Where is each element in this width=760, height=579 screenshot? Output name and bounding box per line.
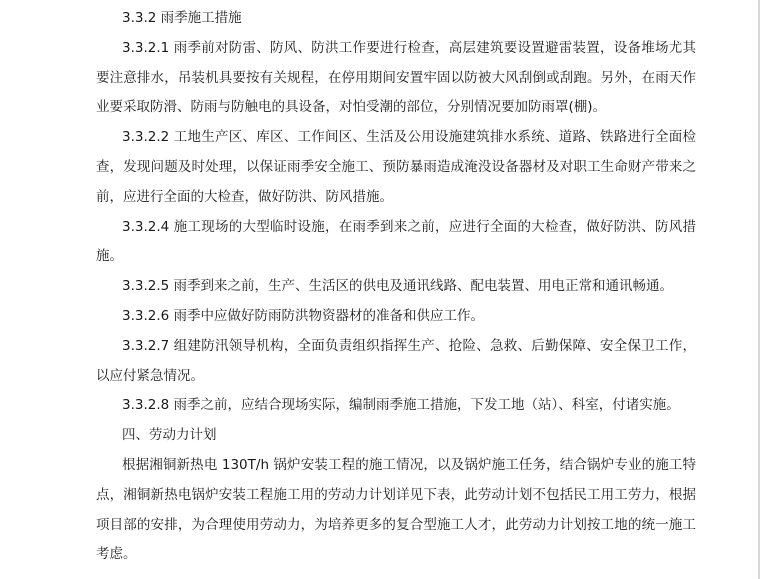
paragraph-3-3-2-4: 3.3.2.4 施工现场的大型临时设施，在雨季到来之前，应进行全面的大检查，做好防洪、防风措施。	[96, 218, 696, 265]
paragraph-3-3-2-6: 3.3.2.6 雨季中应做好防雨防洪物资器材的准备和供应工作。	[122, 307, 485, 324]
section-heading-3-3-2: 3.3.2 雨季施工措施	[122, 10, 242, 26]
paragraph-3-3-2-8: 3.3.2.8 雨季之前，应结合现场实际，编制雨季施工措施，下发工地（站）、科室，付诸实施。	[122, 397, 680, 414]
section-heading-labor-plan: 四、劳动力计划	[122, 427, 217, 444]
paragraph-3-3-2-2: 3.3.2.2 工地生产区、库区、工作间区、生活及公用设施建筑排水系统、道路、铁路进行全面检查，发现问题及时处理，以保证雨季安全施工、预防暴雨造成淹没设备器材及对职工生命财产带来之前，应进行全面的大检查，做好防洪、防风措施。	[96, 129, 696, 205]
paragraph-labor-plan: 根据湘铜新热电 130T/h 锅炉安装工程的施工情况，以及锅炉施工任务，结合锅炉专业的施工特点，湘铜新热电锅炉安装工程施工用的劳动力计划详见下表，此劳动计划不包括民工用工劳力，根据项目部的安排，为合理使用劳动力，为培养更多的复合型施工人才，此劳动力计划按工地的统一施工考虑。	[96, 456, 696, 563]
document-body	[96, 4, 696, 570]
paragraph-3-3-2-7: 3.3.2.7 组建防汛领导机构，全面负责组织指挥生产、抢险、急救、后勤保障、安全保卫工作，以应付紧急情况。	[96, 337, 696, 384]
paragraph-3-3-2-1: 3.3.2.1 雨季前对防雷、防风、防洪工作要进行检查，高层建筑要设置避雷装置，设备堆场尤其要注意排水，吊装机具要按有关规程，在停用期间安置牢固以防被大风刮倒或刮跑。另外，在雨天作业要采取防滑、防雨与防触电的具设备，对怕受潮的部位，分别情况要加防雨罩(棚)。	[96, 39, 696, 116]
paragraph-3-3-2-5: 3.3.2.5 雨季到来之前，生产、生活区的供电及通讯线路、配电装置、用电正常和通讯畅通。	[122, 278, 674, 295]
